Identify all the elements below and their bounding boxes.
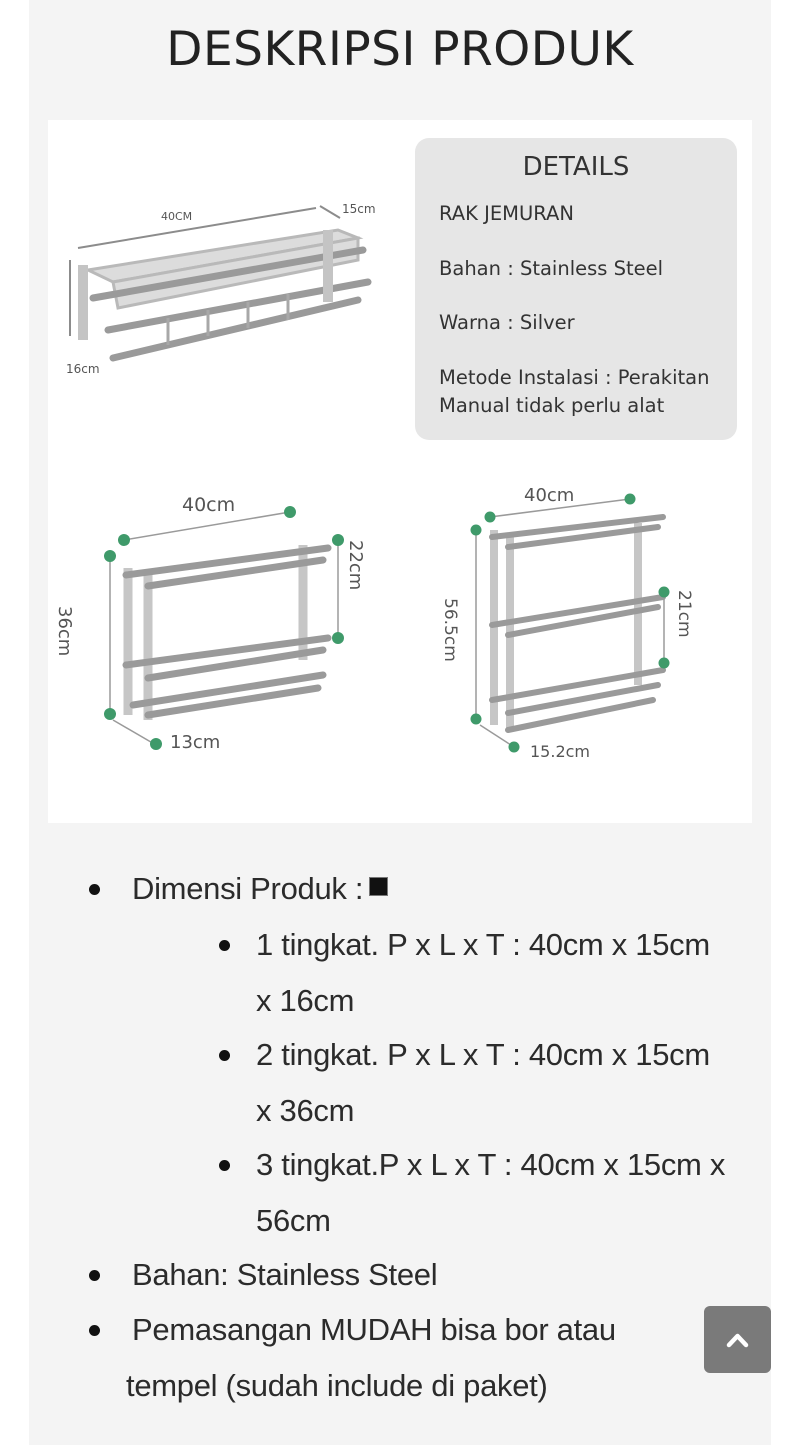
one-tier-shelf-illustration — [58, 190, 398, 490]
details-install-line2: Manual tidak perlu alat — [439, 394, 665, 417]
scroll-to-top-button[interactable] — [704, 1306, 771, 1373]
one-tier-depth-label: 15cm — [342, 202, 376, 216]
list-item-dimension-1-line2: x 16cm — [256, 983, 355, 1018]
list-item-dimension-3-line2: 56cm — [256, 1203, 331, 1238]
list-item-dimension-2-line1: 2 tingkat. P x L x T : 40cm x 15cm — [256, 1037, 710, 1072]
list-item-install-line1: Pemasangan MUDAH bisa bor atau — [132, 1312, 616, 1347]
three-tier-width-label: 40cm — [524, 485, 575, 506]
two-tier-shelf-illustration — [88, 490, 388, 770]
two-tier-depth-label: 13cm — [170, 732, 221, 753]
details-material: Bahan : Stainless Steel — [439, 257, 664, 280]
two-tier-width-label: 40cm — [182, 494, 236, 516]
chevron-up-icon — [704, 1306, 771, 1373]
dimensions-label: Dimensi Produk : — [132, 871, 364, 906]
bullet — [89, 1270, 100, 1281]
three-tier-height-label: 56.5cm — [440, 598, 460, 662]
three-tier-depth-label: 15.2cm — [530, 742, 591, 761]
page-title: DESKRIPSI PRODUK — [166, 22, 634, 77]
bullet — [219, 940, 230, 951]
details-product-name: RAK JEMURAN — [439, 202, 574, 225]
list-item-dimension-1-line1: 1 tingkat. P x L x T : 40cm x 15cm — [256, 927, 710, 962]
bullet — [219, 1050, 230, 1061]
details-card — [415, 138, 737, 440]
list-item-install-line2: tempel (sudah include di paket) — [126, 1368, 548, 1403]
bullet — [219, 1160, 230, 1171]
list-item-dimensions — [132, 861, 388, 917]
one-tier-height-label: 16cm — [66, 362, 100, 376]
list-item-dimension-2-line2: x 36cm — [256, 1093, 355, 1128]
bullet — [89, 1325, 100, 1336]
one-tier-width-label: 40CM — [161, 210, 193, 223]
black-square-icon — [369, 877, 388, 896]
bullet — [89, 884, 100, 895]
two-tier-gap-label: 22cm — [345, 540, 366, 591]
details-heading: DETAILS — [522, 152, 630, 182]
list-item-dimension-3-line1: 3 tingkat.P x L x T : 40cm x 15cm x — [256, 1147, 726, 1182]
two-tier-height-label: 36cm — [54, 606, 75, 657]
product-image — [48, 120, 752, 823]
three-tier-gap-label: 21cm — [674, 590, 694, 638]
details-install-line1: Metode Instalasi : Perakitan — [439, 366, 710, 389]
details-color: Warna : Silver — [439, 311, 575, 334]
list-item-material: Bahan: Stainless Steel — [132, 1257, 438, 1292]
